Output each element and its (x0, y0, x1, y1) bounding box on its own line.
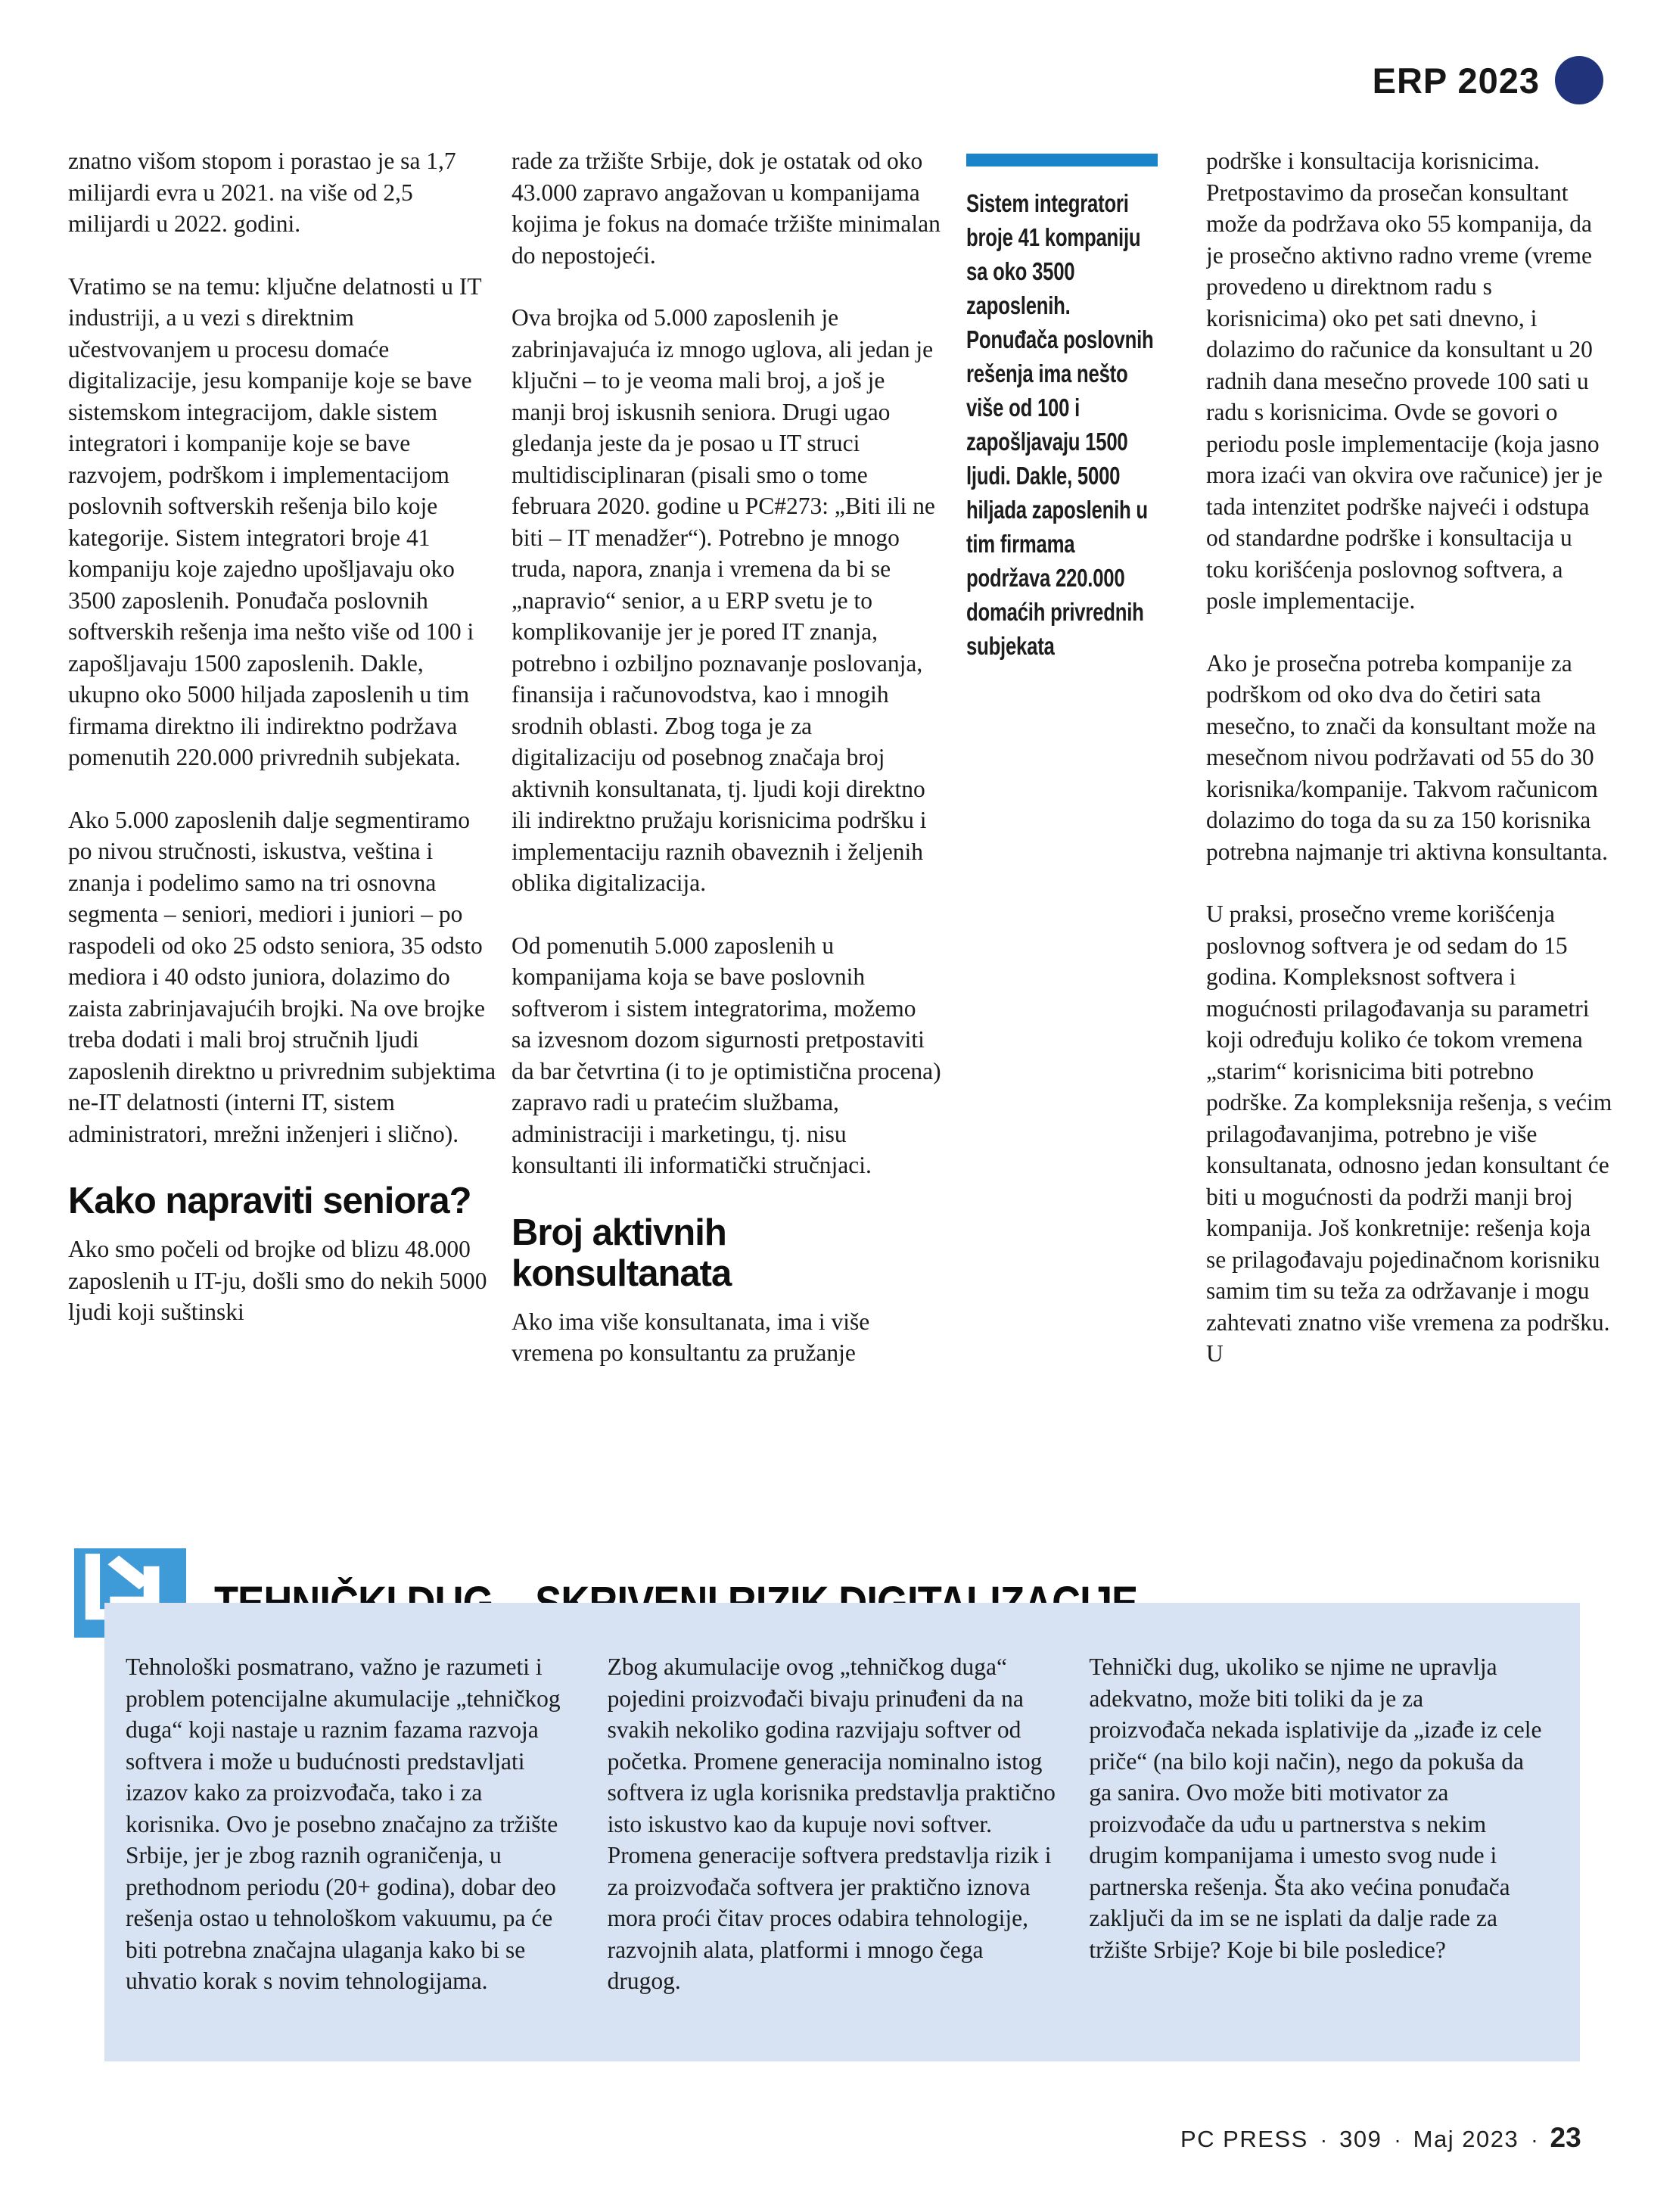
page-title: ERP 2023 (1372, 60, 1540, 101)
page-footer (1180, 2122, 1581, 2154)
paragraph: podrške i konsultacija korisnicima. Pretpostavimo da prosečan konsultant može da podržava oko 55 kompanija, da je prosečno aktivno radno vreme (vreme provedeno u direktnom radu s korisnicima) oko pet sati dnevno, i dolazimo do računice da konsultant u 20 radnih dana mesečno provede 100 sati u radu s korisnicima. Ovde se govori o periodu posle implementacije (koja jasno mora izaći van okvira ove računice) jer je tada intenzitet podrške najveći i odstupa od standardne podrške i konsultacija u toku korišćenja poslovnog softvera, a posle implementacije. (1206, 148, 1603, 614)
paragraph: Ako je prosečna potreba kompanije za podrškom od oko dva do četiri sata mesečno, to znači da konsultant može na mesečnom nivou podržavati od 55 do 30 korisnika/kompanije. Takvom računicom dolazimo do toga da su za 150 korisnika potrebna najmanje tri aktivna konsultanta. (1206, 649, 1608, 865)
pull-quote-bar (966, 154, 1158, 166)
footer-separator: · (1531, 2128, 1538, 2151)
paragraph: Ako 5.000 zaposlenih dalje segmentiramo po nivou stručnosti, iskustva, veština i znanja i podelimo samo na tri osnovna segmenta – seniori, mediori i juniori – po raspodeli od oko 25 odsto seniora, 35 odsto mediora i 40 odsto juniora, dolazimo do zaista zabrinjavajućih brojki. Na ove brojke treba dodati i mali broj stručnih ljudi zaposlenih direktno u privrednim subjektima ne-IT delatnosti (interni IT, sistem administratori, mrežni inženjeri i slično). (68, 806, 496, 1147)
paragraph: Od pomenutih 5.000 zaposlenih u kompanijama koja se bave poslovnih softverom i sistem integratorima, možemo sa izvesnom dozom sigurnosti pretpostaviti da bar četvrtina (i to je optimistična procena) zapravo radi u pratećim službama, administraciji i marketingu, tj. nisu konsultanti ili informatički stručnjaci. (512, 932, 941, 1178)
pull-quote (966, 154, 1201, 663)
text-column-2 (512, 145, 941, 1538)
paragraph: znatno višom stopom i porastao je sa 1,7 milijardi evra u 2021. na više od 2,5 milijardi u 2022. godini. (68, 148, 456, 237)
panel-paragraph: Zbog akumulacije ovog „tehničkog duga“ pojedini proizvođači bivaju prinuđeni da na svakih nekoliko godina razvijaju softver od početka. Promene generacija nominalno istog softvera iz ugla korisnika predstavlja praktično isto iskustvo kao da kupuje novi softver. Promena generacije softvera predstavlja rizik i za proizvođača softvera jer praktično iznova mora proći čitav proces odabira tehnologije, razvojnih alata, platformi i mnogo čega drugog. (607, 1654, 1056, 1994)
footer-date: Maj 2023 (1413, 2126, 1519, 2152)
footer-issue: 309 (1339, 2126, 1382, 2152)
panel-paragraph: Tehnološki posmatrano, važno je razumeti i problem potencijalne akumulacije „tehničkog duga“ koji nastaje u raznim fazama razvoja softvera i može u budućnosti predstavljati izazov kako za proizvođača, tako i za korisnika. Ovo je posebno značajno za tržište Srbije, jer je zbog raznih ograničenja, u prethodnom periodu (20+ godina), dobar deo rešenja ostao u tehnološkom vakuumu, pa će biti potrebna značajna ulaganja kako bi se uhvatio korak s novim tehnologijama. (126, 1654, 561, 1994)
footer-magazine: PC PRESS (1180, 2126, 1308, 2152)
panel-paragraph: Tehnički dug, ukoliko se njime ne upravlja adekvatno, može biti toliki da je za proizvođača nekada isplativije da „izađe iz cele priče“ (na bilo koji način), nego da pokuša da ga sanira. Ovo može biti motivator za proizvođače da uđu u partnerstva s nekim drugim kompanijama i umesto svog nude i partnerska rešenja. Šta ako većina ponuđača zaključi da im se ne isplati da dalje rade za tržište Srbije? Koje bi bile posledice? (1089, 1654, 1542, 1963)
footer-separator: · (1320, 2128, 1328, 2151)
text-column-1 (68, 145, 498, 1538)
subheading-broj-aktivnih-konsultanata: Broj aktivnih konsultanata (512, 1212, 732, 1294)
brand-circle-icon (1555, 56, 1603, 104)
paragraph: Ova brojka od 5.000 zaposlenih je zabrinjavajuća iz mnogo uglova, ali jedan je ključni – to je veoma mali broj, a još je manji broj iskusnih seniora. Drugi ugao gledanja jeste da je posao u IT struci multidisciplinaran (pisali smo o tome februara 2020. godine u PC#273: „Biti ili ne biti – IT menadžer“). Potrebno je mnogo truda, napora, znanja i vremena da bi se „napravio“ senior, a u ERP svetu je to komplikovanije jer je pored IT znanja, potrebno i ozbiljno poznavanje poslovanja, finansija i računovodstva, kao i mnogih srodnih oblasti. Zbog toga je za digitalizaciju od posebnog značaja broj aktivnih konsultanata, tj. ljudi koji direktno ili indirektno pružaju korisnicima podršku i implementaciju raznih obaveznih i željenih oblika digitalizacija. (512, 304, 935, 896)
section-panel (104, 1603, 1580, 2061)
page-header (1373, 56, 1603, 104)
paragraph: U praksi, prosečno vreme korišćenja poslovnog softvera je od sedam do 15 godina. Kompleksnost softvera i mogućnosti prilagođavanja su parametri koji određuju koliko će tokom vremena „starim“ korisnicima biti potrebno podrške. Za kompleksnija rešenja, s većim prilagođavanjima, potrebno je više konsultanata, odnosno jedan konsultant će biti u mogućnosti da podrži manji broj kompanija. Još konkretnije: rešenja koja se prilagođavaju pojedinačnom korisniku samim tim su teža za održavanje i mogu zahtevati znatno više vremena za podršku. U (1206, 901, 1612, 1367)
footer-page-number: 23 (1550, 2122, 1581, 2153)
paragraph: Ako smo počeli od brojke od blizu 48.000 zaposlenih u IT-ju, došli smo do nekih 5000 ljudi koji suštinski (68, 1236, 487, 1325)
footer-separator: · (1394, 2128, 1401, 2151)
paragraph: Ako ima više konsultanata, ima i više vremena po konsultantu za pružanje (512, 1308, 870, 1366)
pull-quote-text: Sistem integratori broje 41 kompaniju sa oko 3500 zaposlenih. Ponuđača poslovnih rešenja ima nešto više od 100 i zapošljavaju 1500 ljudi. Dakle, 5000 hiljada zaposlenih u tim firmama podržava 220.000 domaćih privrednih subjekata (966, 189, 1154, 660)
text-column-4 (1206, 145, 1615, 1538)
subheading-kako-napraviti-seniora: Kako napraviti seniora? (68, 1181, 471, 1221)
paragraph: rade za tržište Srbije, dok je ostatak od oko 43.000 zapravo angažovan u kompanijama kojima je fokus na domaće tržište minimalan do nepostojeći. (512, 148, 941, 269)
paragraph: Vratimo se na temu: ključne delatnosti u IT industriji, a u vezi s direktnim učestvovanjem u procesu domaće digitalizacije, jesu kompanije koje se bave sistemskom integracijom, dakle sistem integratori i kompanije koje se bave razvojem, podrškom i implementacijom poslovnih softverskih rešenja bilo koje kategorije. Sistem integratori broje 41 kompaniju koje zajedno upošljavaju oko 3500 zaposlenih. Ponuđača poslovnih softverskih rešenja ima nešto više od 100 i zapošljavaju 1500 zaposlenih. Dakle, ukupno oko 5000 hiljada zaposlenih u tim firmama direktno ili indirektno podržava pomenutih 220.000 privrednih subjekata. (68, 272, 482, 770)
